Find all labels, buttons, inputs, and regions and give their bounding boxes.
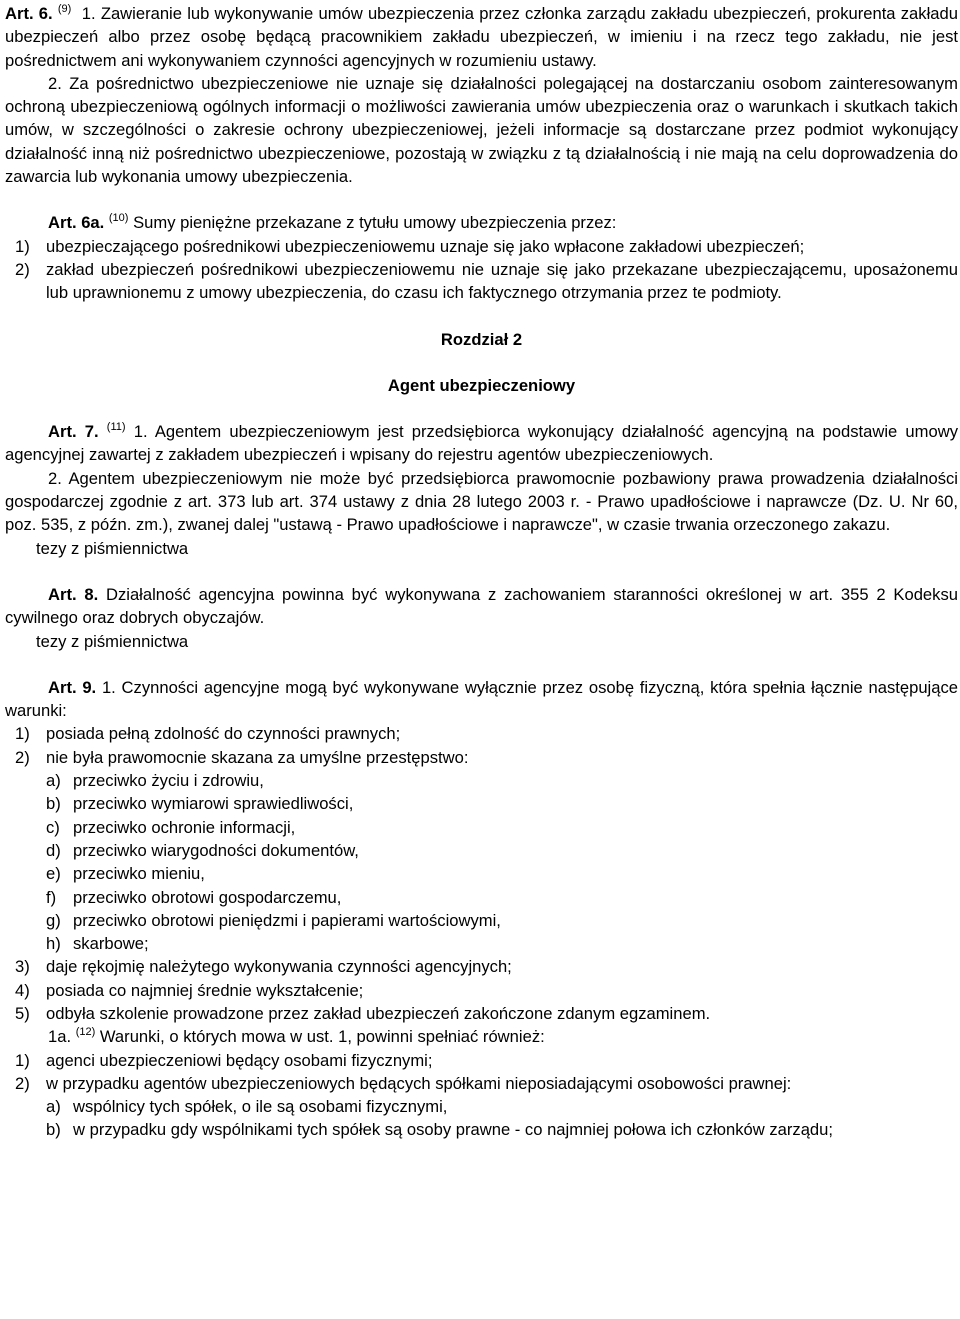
art9-1a-item-1 (5, 1049, 958, 1072)
art9-subitem-c (5, 816, 958, 839)
art9-subitem-g-letter: g) (46, 910, 61, 930)
art9-1a-item-1-text: agenci ubezpieczeniowi będący osobami fizycznymi; (46, 1050, 433, 1070)
art6a-heading: Art. 6a. (48, 213, 105, 233)
art6a-item-2 (5, 258, 958, 305)
art6a-item-2-text: zakład ubezpieczeń pośrednikowi ubezpieczeniowemu nie uznaje się jako przekazane ubezpieczającemu, uposażonemu lub uprawnionemu z umowy ubezpieczenia, do czasu ich faktycznego otrzymania przez te podmioty. (46, 259, 958, 303)
art9-1a-subitem-b (5, 1118, 958, 1141)
art9-p1-text: Czynności agencyjne mogą być wykonywane wyłącznie przez osobę fizyczną, która spełnia łącznie następujące warunki: (5, 677, 958, 721)
art9-1a-item-2-text: w przypadku agentów ubezpieczeniowych będących spółkami nieposiadającymi osobowości prawnej: (46, 1073, 792, 1093)
art6a-footnote-ref: (10) (108, 212, 129, 225)
art9-subitem-d-letter: d) (46, 840, 61, 860)
art9-subitem-a (5, 769, 958, 792)
art9-item-4 (5, 979, 958, 1002)
art9-item-5 (5, 1002, 958, 1025)
art9-paragraph-1 (5, 676, 958, 723)
art9-subitem-g (5, 909, 958, 932)
art9-subitem-d (5, 839, 958, 862)
art6a-intro (5, 211, 958, 234)
art9-heading: Art. 9. (48, 677, 97, 697)
art9-item-5-number: 5) (15, 1003, 30, 1023)
art8-literature-link[interactable]: tezy z piśmiennictwa (36, 631, 189, 651)
art7-p2-number: 2. (48, 468, 62, 488)
art9-subitem-a-text: przeciwko życiu i zdrowiu, (73, 771, 264, 791)
art9-1a-subitem-b-letter: b) (46, 1120, 61, 1140)
art9-item-1 (5, 722, 958, 745)
art9-p1a-footnote-ref: (12) (75, 1026, 96, 1039)
art9-item-2-text: nie była prawomocnie skazana za umyślne przestępstwo: (46, 747, 469, 767)
art9-p1-number: 1. (101, 677, 116, 697)
art7-paragraph-1 (5, 420, 958, 467)
art9-subitem-f-text: przeciwko obrotowi gospodarczemu, (73, 887, 342, 907)
art9-subitem-f (5, 886, 958, 909)
art9-subitem-e-text: przeciwko mieniu, (73, 864, 205, 884)
art8-heading: Art. 8. (48, 584, 99, 604)
art9-p1a-number: 1a. (48, 1027, 72, 1047)
art9-subitem-c-letter: c) (46, 817, 60, 837)
art6-p2-number: 2. (48, 73, 62, 93)
art9-1a-item-2-number: 2) (15, 1073, 30, 1093)
art6-p1-number: 1. (81, 4, 96, 23)
art8-text: Działalność agencyjna powinna być wykonywana z zachowaniem staranności określonej w art. 355 2 Kodeksu cywilnego oraz dobrych obyczajów. (5, 584, 958, 628)
art9-subitem-b-text: przeciwko wymiarowi sprawiedliwości, (73, 794, 354, 814)
art9-subitem-g-text: przeciwko obrotowi pieniędzmi i papierami wartościowymi, (73, 910, 501, 930)
art9-item-3-number: 3) (15, 957, 30, 977)
art9-subitem-e-letter: e) (46, 864, 61, 884)
art6a-item-2-number: 2) (15, 259, 30, 279)
art6a-item-1-number: 1) (15, 236, 30, 256)
art6-paragraph-1 (5, 2, 958, 72)
art9-paragraph-1a (5, 1025, 958, 1048)
art8-paragraph (5, 583, 958, 630)
art7-footnote-ref: (11) (106, 421, 126, 434)
art6-p2-text: Za pośrednictwo ubezpieczeniowe nie uznaje się działalności polegającej na dostarczaniu osobom zainteresowanym ochroną ubezpieczeniową ogólnych informacji o możliwości zawierania umów ubezpieczenia oraz o warunkach i skutkach takich umów, w szczególności o zakresie ochrony ubezpieczeniowej, jeżeli informacje są dostarczane przez podmiot wykonujący działalność inną niż pośrednictwo ubezpieczeniowe, pozostają w związku z tą działalnością i nie mają na celu doprowadzenia do zawarcia lub wykonania umowy ubezpieczenia. (5, 73, 958, 187)
art6-heading: Art. 6. (5, 4, 53, 23)
art9-subitem-a-letter: a) (46, 771, 61, 791)
art9-item-2 (5, 746, 958, 769)
art9-subitem-b (5, 792, 958, 815)
art9-subitem-h-text: skarbowe; (73, 934, 149, 954)
art6a-item-1-text: ubezpieczającego pośrednikowi ubezpieczeniowemu uznaje się jako wpłacone zakładowi ubezpieczeń; (46, 236, 805, 256)
art9-subitem-e (5, 862, 958, 885)
chapter-title: Rozdział 2 (440, 329, 523, 349)
art6a-item-1 (5, 235, 958, 258)
art9-subitem-h-letter: h) (46, 934, 61, 954)
art9-item-3 (5, 955, 958, 978)
art9-item-2-number: 2) (15, 747, 30, 767)
art9-1a-subitem-a (5, 1095, 958, 1118)
art9-1a-subitem-a-letter: a) (46, 1097, 61, 1117)
art9-item-3-text: daje rękojmię należytego wykonywania czynności agencyjnych; (46, 957, 512, 977)
art6-p1-text: Zawieranie lub wykonywanie umów ubezpieczenia przez członka zarządu zakładu ubezpieczeń, prokurenta zakładu ubezpieczeń albo przez osobę będącą pracownikiem zakładu ubezpieczeń, w imieniu i na rzecz tego zakładu, nie jest pośrednictwem ani wykonywaniem czynności agencyjnych w rozumieniu ustawy. (5, 4, 958, 70)
art9-1a-subitem-a-text: wspólnicy tych spółek, o ile są osobami fizycznymi, (73, 1097, 448, 1117)
art9-1a-item-1-number: 1) (15, 1050, 30, 1070)
art7-p2-text: Agentem ubezpieczeniowym nie może być przedsiębiorca prawomocnie pozbawiony prawa prowadzenia działalności gospodarczej zgodnie z art. 373 lub art. 374 ustawy z dnia 28 lutego 2003 r. - Prawo upadłościowe i naprawcze (Dz. U. Nr 60, poz. 535, z późn. zm.), zwanej dalej "ustawą - Prawo upadłościowe i naprawcze", w czasie trwania orzeczonego zakazu. (5, 468, 958, 535)
art6-paragraph-2 (5, 72, 958, 188)
art9-subitem-b-letter: b) (46, 794, 61, 814)
art9-item-4-text: posiada co najmniej średnie wykształcenie; (46, 980, 364, 1000)
art9-1a-subitem-b-text: w przypadku gdy wspólnikami tych spółek są osoby prawne - co najmniej połowa ich członków zarządu; (73, 1120, 833, 1140)
art9-item-4-number: 4) (15, 980, 30, 1000)
art7-p1-number: 1. (133, 422, 148, 442)
art9-item-1-text: posiada pełną zdolność do czynności prawnych; (46, 724, 401, 744)
art7-heading: Art. 7. (48, 422, 99, 442)
art6-footnote-ref: (9) (57, 3, 72, 15)
art7-p1-text: Agentem ubezpieczeniowym jest przedsiębiorca wykonujący działalność agencyjną na podstawie umowy agencyjnej zawartej z zakładem ubezpieczeń i wpisany do rejestru agentów ubezpieczeniowych. (5, 422, 958, 465)
art7-paragraph-2 (5, 467, 958, 537)
document-page (5, 2, 958, 1142)
art9-1a-item-2 (5, 1072, 958, 1095)
art9-subitem-d-text: przeciwko wiarygodności dokumentów, (73, 840, 359, 860)
chapter-subtitle: Agent ubezpieczeniowy (387, 375, 576, 395)
art9-item-5-text: odbyła szkolenie prowadzone przez zakład ubezpieczeń zakończone zdanym egzaminem. (46, 1003, 711, 1023)
art9-subitem-h (5, 932, 958, 955)
art9-item-1-number: 1) (15, 724, 30, 744)
art9-subitem-c-text: przeciwko ochronie informacji, (73, 817, 296, 837)
art7-literature-link[interactable]: tezy z piśmiennictwa (36, 538, 189, 558)
art9-p1a-text: Warunki, o których mowa w ust. 1, powinni spełniać również: (99, 1027, 545, 1047)
art6a-intro-text: Sumy pieniężne przekazane z tytułu umowy ubezpieczenia przez: (133, 213, 617, 233)
art9-subitem-f-letter: f) (46, 887, 57, 907)
